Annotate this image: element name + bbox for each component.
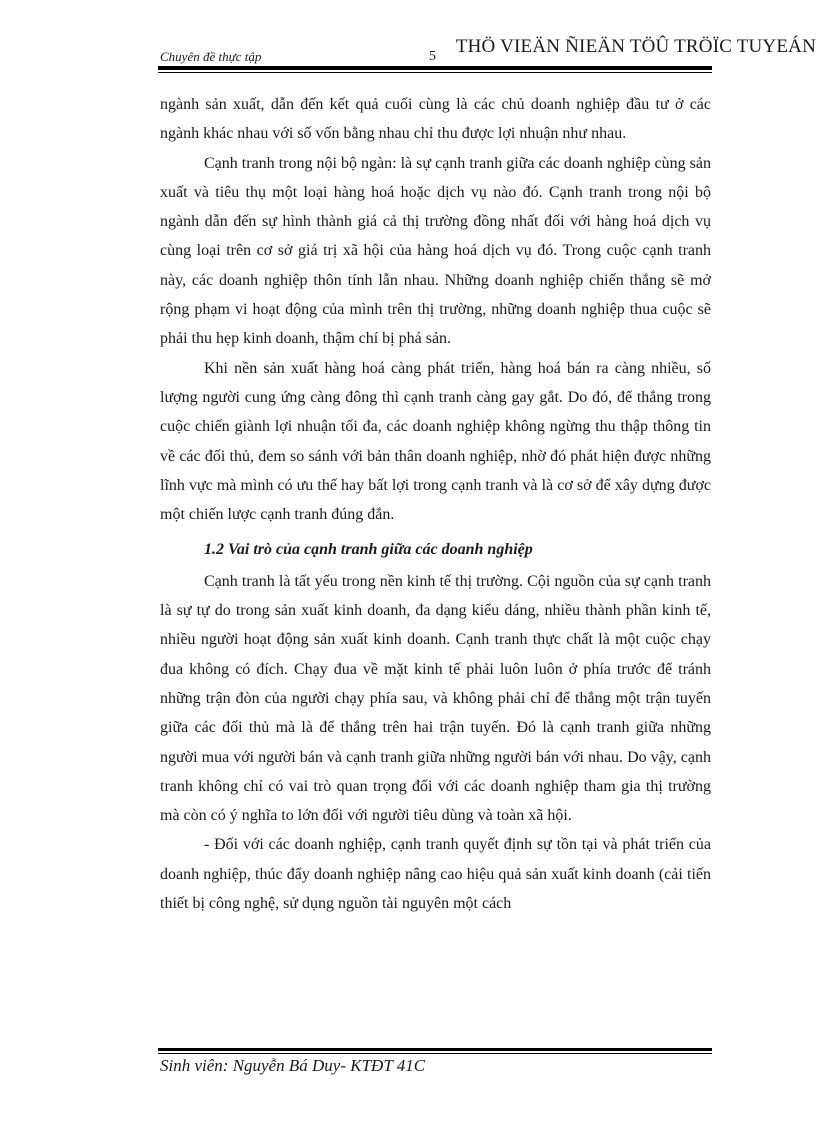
document-title: Chuyên đề thực tập (160, 49, 262, 64)
library-banner: THÖ VIEÄN ÑIEÄN TÖÛ TRÖÏC TUYEÁN (455, 36, 816, 57)
header-rule (158, 66, 712, 70)
footer-rule-thin (158, 1053, 712, 1054)
page-number: 5 (429, 49, 436, 64)
paragraph-2: Cạnh tranh trong nội bộ ngàn: là sự cạnh tranh giữa các doanh nghiệp cùng sản xuất và tiêu thụ một loại hàng hoá hoặc dịch vụ nào đó. Cạnh tranh trong nội bộ ngành dẫn đến sự hình thành giá cả thị trường đồng nhất đối với hàng hoá dịch vụ cùng loại trên cơ sở giá trị xã hội của hàng hoá dịch vụ đó. Trong cuộc cạnh tranh này, các doanh nghiệp thôn tính lẫn nhau. Những doanh nghiệp chiến thắng sẽ mở rộng phạm vi hoạt động của mình trên thị trường, những doanh nghiệp thua cuộc sẽ phải thu hẹp kinh doanh, thậm chí bị phá sản. (160, 154, 711, 348)
paragraph-3: Khi nền sản xuất hàng hoá càng phát triển, hàng hoá bán ra càng nhiều, số lượng người cung ứng càng đông thì cạnh tranh càng gay gắt. Do đó, để thắng trong cuộc chiến giành lợi nhuận tối đa, các doanh nghiệp không ngừng thu thập thông tin về các đối thủ, đem so sánh với bản thân doanh nghiệp, nhờ đó phát hiện được những lĩnh vực mà mình có ưu thế hay bất lợi trong cạnh tranh và là cơ sở để xây dựng được một chiến lược cạnh tranh đúng đắn. (160, 359, 711, 524)
footer-rule (158, 1048, 712, 1051)
body-text (160, 90, 711, 918)
footer-author: Sinh viên: Nguyễn Bá Duy- KTĐT 41C (160, 1056, 426, 1075)
paragraph-1: ngành sản xuất, dẫn đến kết quả cuối cùng là các chủ doanh nghiệp đầu tư ở các ngành khác nhau với số vốn bằng nhau chỉ thu được lợi nhuận như nhau. (160, 96, 711, 143)
header-rule-thin (158, 72, 712, 73)
paragraph-5: - Đối với các doanh nghiệp, cạnh tranh quyết định sự tồn tại và phát triển của doanh nghiệp, thúc đẩy doanh nghiệp nâng cao hiệu quả sản xuất kinh doanh (cải tiến thiết bị công nghệ, sử dụng nguồn tài nguyên một cách (160, 836, 711, 913)
section-heading: 1.2 Vai trò của cạnh tranh giữa các doanh nghiệp (204, 541, 533, 559)
paragraph-4: Cạnh tranh là tất yếu trong nền kinh tế thị trường. Cội nguồn của sự cạnh tranh là sự tự do trong sản xuất kinh doanh, đa dạng kiểu dáng, nhiều thành phần kinh tế, nhiều người hoạt động sản xuất kinh doanh. Cạnh tranh thực chất là một cuộc chạy đua không có đích. Chạy đua về mặt kinh tế phải luôn luôn ở phía trước để tránh những trận đòn của người chạy phía sau, và không phải chỉ để thắng một trận tuyến giữa các đối thủ mà là để thắng trên hai trận tuyến. Đó là cạnh tranh giữa những người mua với người bán và cạnh tranh giữa những người bán với nhau. Do vậy, cạnh tranh không chỉ có vai trò quan trọng đối với các doanh nghiệp tham gia thị trường mà còn có ý nghĩa to lớn đối với người tiêu dùng và toàn xã hội. (160, 572, 711, 825)
